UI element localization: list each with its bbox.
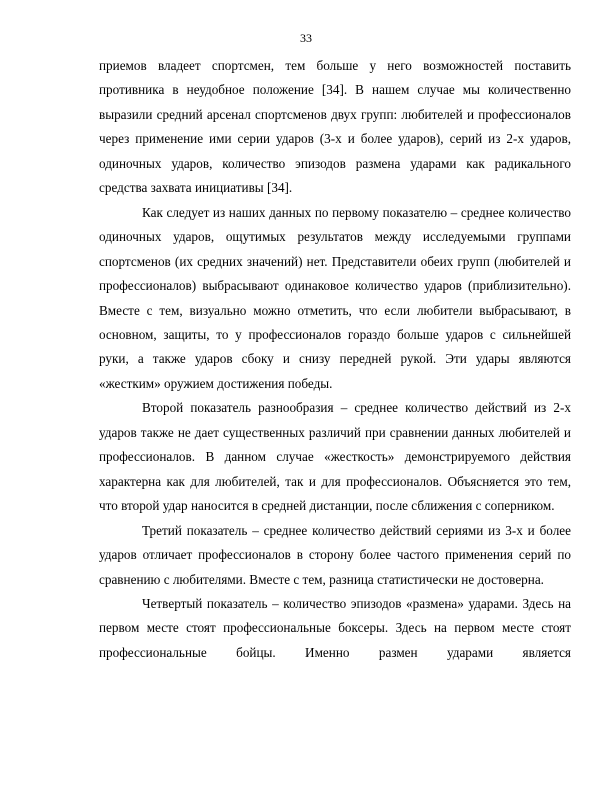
paragraph-2: Как следует из наших данных по первому показателю – среднее количество одиночных ударов, ощутимых результатов между исследуемыми группами спортсменов (их средних значений) нет. Представители обеих групп (любителей и профессионалов) выбрасывают одинаковое количество ударов (приблизительно). Вместе с тем, визуально можно отметить, что если любители выбрасывают, в основном, защиты, то у профессионалов гораздо больше ударов с сильнейшей руки, а также ударов сбоку и снизу передней рукой. Эти удары являются «жестким» оружием достижения победы. (99, 204, 571, 391)
paragraph-5: Четвертый показатель – количество эпизодов «размена» ударами. Здесь на первом месте стоят профессиональные боксеры. Здесь на первом месте стоят профессиональные бойцы. Именно размен ударами является (99, 595, 571, 660)
page-number: 33 (300, 31, 312, 45)
paragraph-1: приемов владеет спортсмен, тем больше у него возможностей поставить противника в неудобное положение [34]. В нашем случае мы количественно выразили средний арсенал спортсменов двух групп: любителей и профессионалов через применение ими серии ударов (3-х и более ударов), серий из 2-х ударов, одиночных ударов, количество эпизодов размена ударами как радикального средства захвата инициативы [34]. (99, 58, 571, 196)
paragraph-4: Третий показатель – среднее количество действий сериями из 3-х и более ударов отличает профессионалов в сторону более частого применения серий по сравнению с любителями. Вместе с тем, разница статистически не достоверна. (99, 522, 571, 587)
document-body (99, 54, 571, 665)
paragraph-3: Второй показатель разнообразия – среднее количество действий из 2-х ударов также не дает существенных различий при сравнении данных любителей и профессионалов. В данном случае «жесткость» демонстрируемого действия характерна как для любителей, так и для профессионалов. Объясняется это тем, что второй удар наносится в средней дистанции, после сближения с соперником. (99, 400, 571, 514)
